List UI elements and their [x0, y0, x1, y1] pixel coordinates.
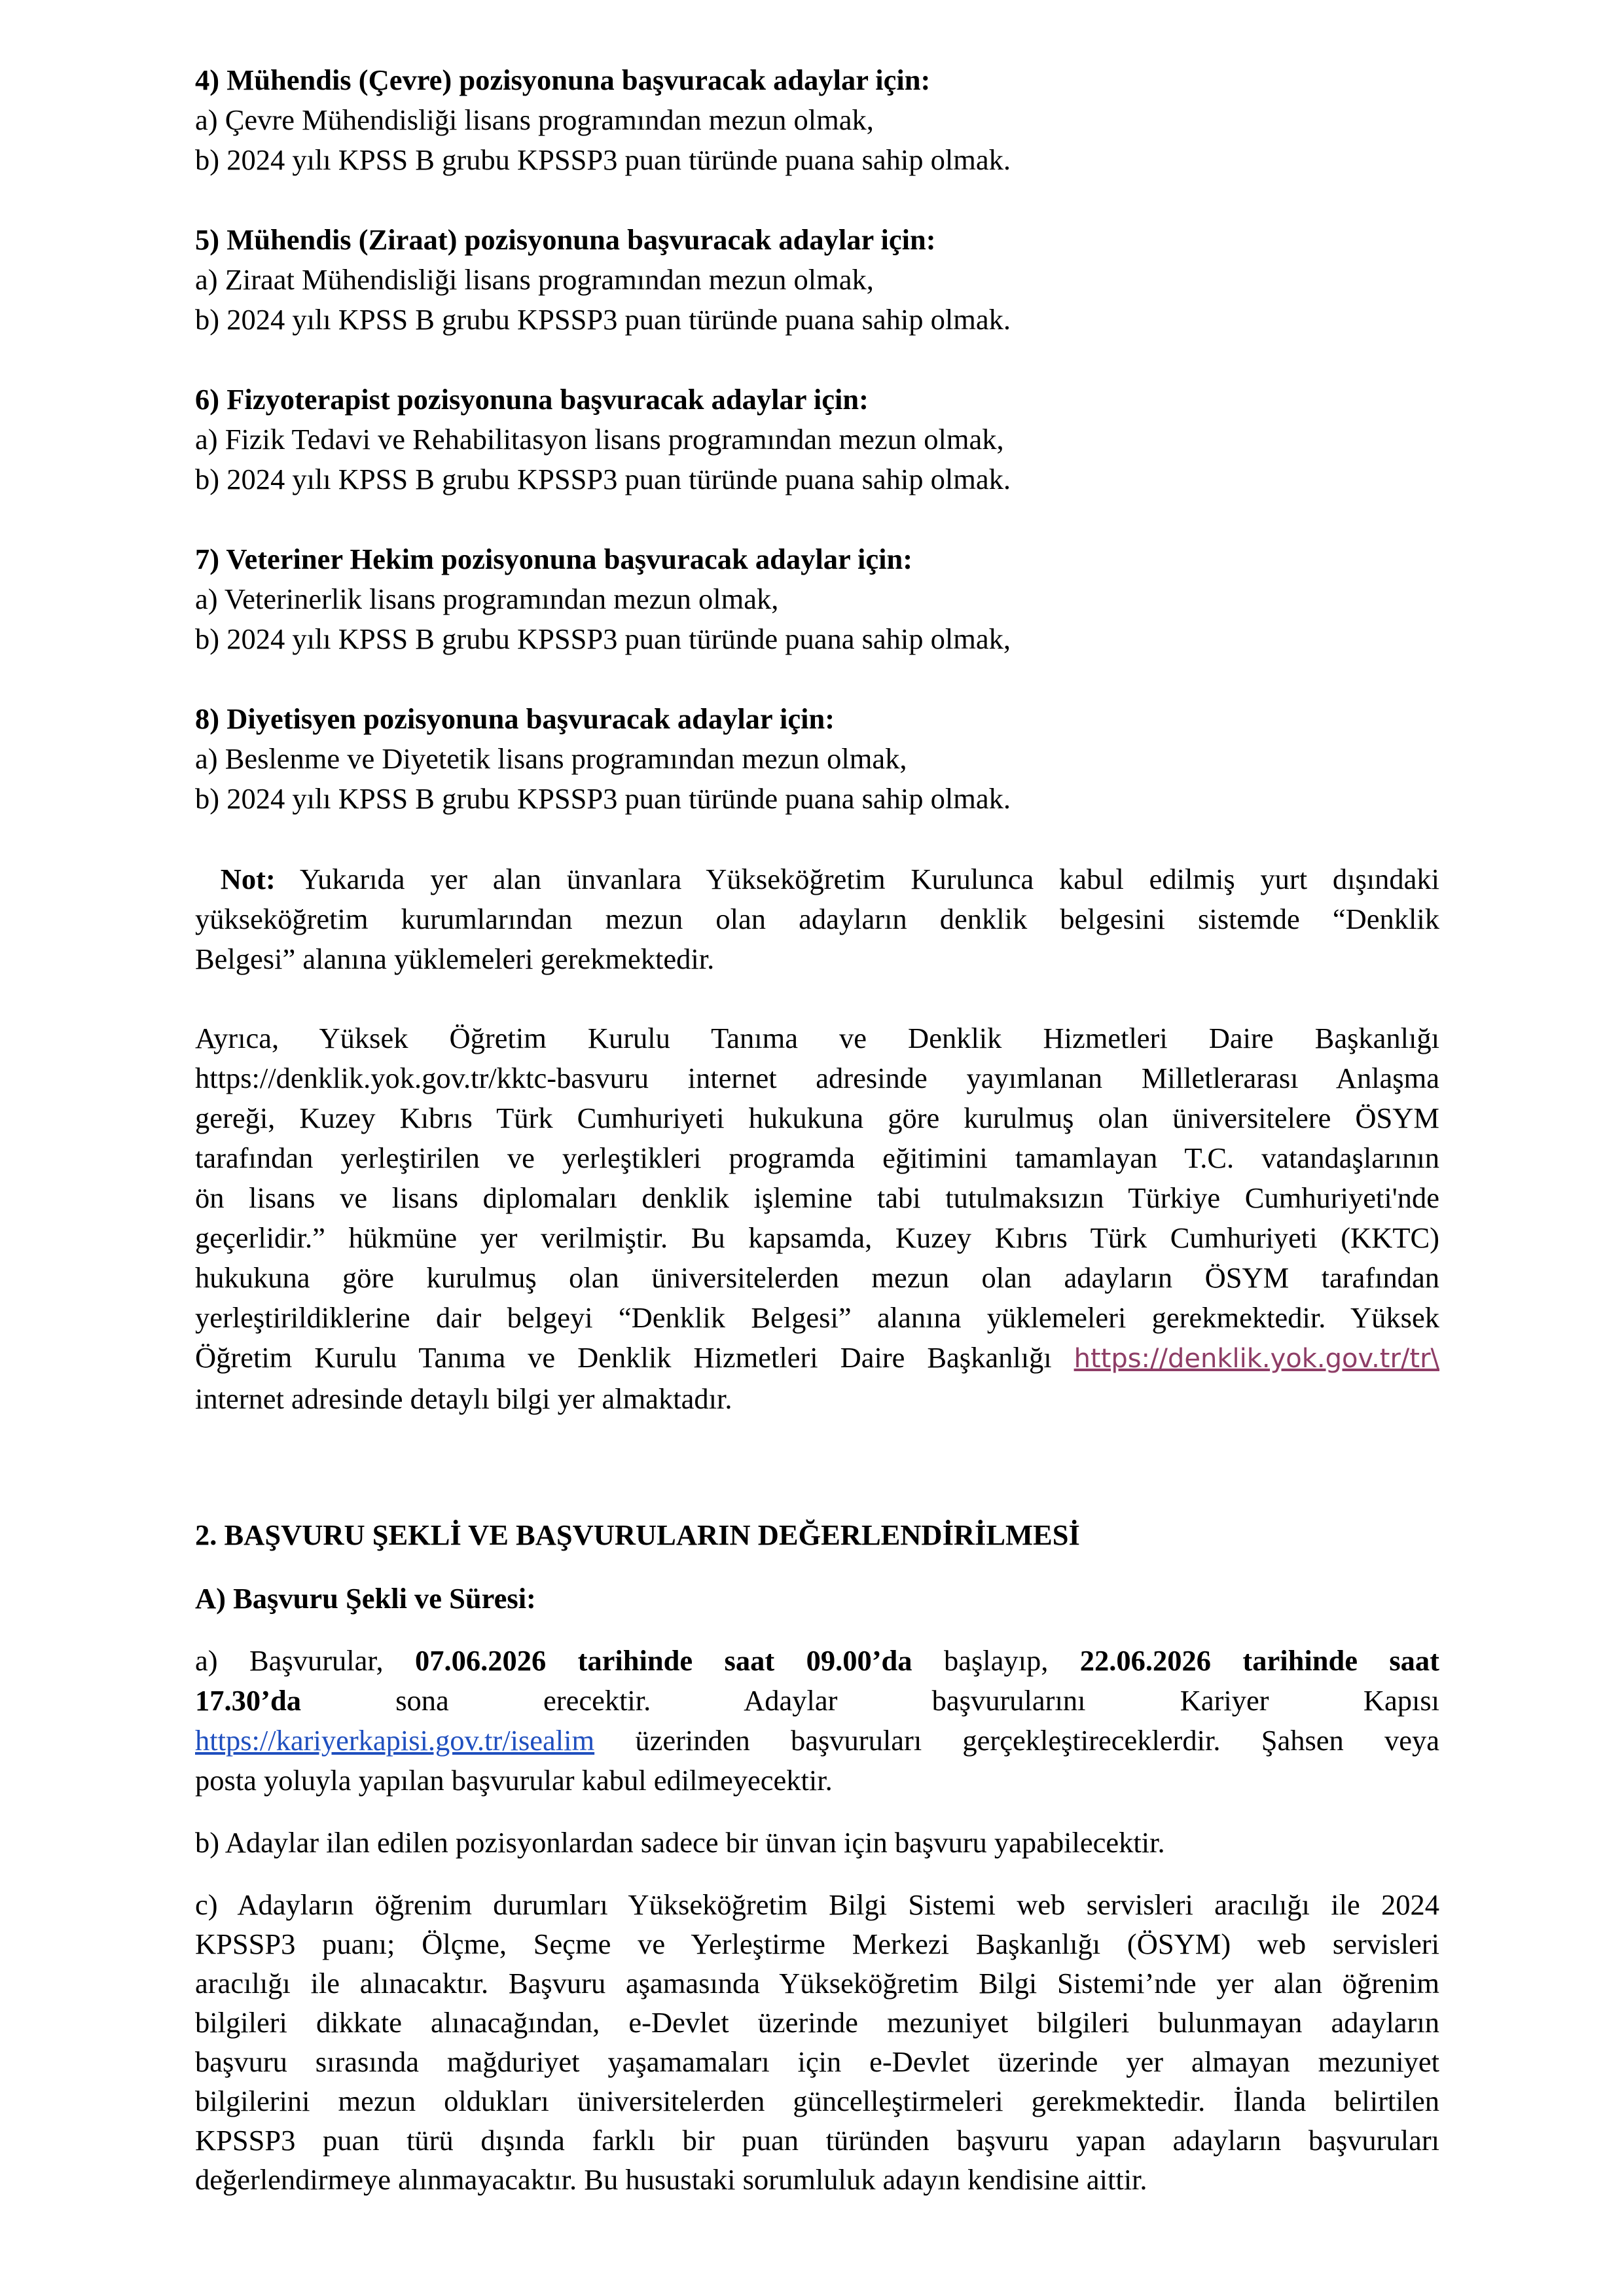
para-a-line-2	[195, 1681, 1439, 1721]
requirement-heading: 6) Fizyoterapist pozisyonuna başvuracak adaylar için:	[195, 383, 869, 416]
section-2-title: 2. BAŞVURU ŞEKLİ VE BAŞVURULARIN DEĞERLENDİRİLMESİ	[195, 1518, 1080, 1551]
requirement-line: a) Ziraat Mühendisliği lisans programından mezun olmak,	[195, 263, 874, 296]
para-a	[195, 1641, 1439, 1801]
para-a-line-4: posta yoluyla yapılan başvurular kabul edilmeyecektir.	[195, 1764, 833, 1797]
requirement-line: b) 2024 yılı KPSS B grubu KPSSP3 puan türünde puana sahip olmak.	[195, 463, 1011, 495]
requirement-line: a) Veterinerlik lisans programından mezun olmak,	[195, 583, 779, 615]
requirement-heading: 4) Mühendis (Çevre) pozisyonuna başvuracak adaylar için:	[195, 63, 931, 96]
para-a-word: Adaylar	[744, 1684, 838, 1717]
kktc-line: hukukuna göre kurulmuş olan üniversitelerden mezun olan adayların ÖSYM tarafından	[195, 1261, 1439, 1294]
kktc-line: gereği, Kuzey Kıbrıs Türk Cumhuriyeti hukukuna göre kurulmuş olan üniversitelere ÖSYM	[195, 1102, 1439, 1134]
end-time: 17.30’da	[195, 1684, 301, 1717]
kktc-line: geçerlidir.” hükmüne yer verilmiştir. Bu kapsamda, Kuzey Kıbrıs Türk Cumhuriyeti (KKTC)	[195, 1221, 1439, 1254]
requirement-block-engineer-agriculture	[195, 220, 1439, 340]
note-label: Not:	[220, 863, 276, 895]
section-2a-subtitle: A) Başvuru Şekli ve Süresi:	[195, 1582, 536, 1615]
requirement-line: b) 2024 yılı KPSS B grubu KPSSP3 puan türünde puana sahip olmak,	[195, 622, 1011, 655]
para-c-line: KPSSP3 puan türü dışında farklı bir puan türünden başvuru yapan adayların başvuruları	[195, 2124, 1439, 2157]
requirement-block-dietitian	[195, 699, 1439, 819]
para-b: b) Adaylar ilan edilen pozisyonlardan sadece bir ünvan için başvuru yapabilecektir.	[195, 1826, 1165, 1859]
para-c-line: c) Adayların öğrenim durumları Yükseköğretim Bilgi Sistemi web servisleri aracılığı ile 2024	[195, 1888, 1439, 1921]
kktc-line: ön lisans ve lisans diplomaları denklik işlemine tabi tutulmaksızın Türkiye Cumhuriyeti'nde	[195, 1181, 1439, 1214]
para-a-text: üzerinden başvuruları gerçekleştireceklerdir. Şahsen veya	[594, 1724, 1439, 1757]
para-c-last-line: değerlendirmeye alınmayacaktır. Bu husustaki sorumluluk adayın kendisine aittir.	[195, 2163, 1147, 2196]
kktc-paragraph	[195, 1018, 1439, 1419]
requirement-line: a) Beslenme ve Diyetetik lisans programından mezun olmak,	[195, 742, 907, 775]
kktc-line-with-link	[195, 1338, 1439, 1379]
para-a-line-3	[195, 1721, 1439, 1761]
kktc-line: yerleştirildiklerine dair belgeyi “Denklik Belgesi” alanına yüklemeleri gerekmektedir. Yüksek	[195, 1301, 1439, 1334]
position-requirements	[195, 60, 1439, 819]
para-a-line-1	[195, 1641, 1439, 1681]
para-a-text: başlayıp,	[912, 1644, 1080, 1677]
kariyerkapisi-link[interactable]: https://kariyerkapisi.gov.tr/isealim	[195, 1724, 595, 1757]
requirement-line: a) Fizik Tedavi ve Rehabilitasyon lisans programından mezun olmak,	[195, 423, 1004, 456]
para-a-word: sona	[395, 1684, 449, 1717]
para-c	[195, 1885, 1439, 2199]
para-c-line: aracılığı ile alınacaktır. Başvuru aşamasında Yükseköğretim Bilgi Sistemi’nde yer alan öğrenim	[195, 1967, 1439, 2000]
denklik-link[interactable]: https://denklik.yok.gov.tr/tr\	[1074, 1344, 1439, 1374]
para-c-line: bilgilerini mezun oldukları üniversitelerden güncelleştirmeleri gerekmektedir. İlanda belirtilen	[195, 2085, 1439, 2117]
note-line-3: Belgesi” alanına yüklemeleri gerekmektedir.	[195, 942, 715, 975]
requirement-heading: 7) Veteriner Hekim pozisyonuna başvuracak adaylar için:	[195, 543, 913, 575]
requirement-block-engineer-environment	[195, 60, 1439, 180]
para-a-word: Kariyer	[1180, 1684, 1269, 1717]
kktc-line-prefix: Öğretim Kurulu Tanıma ve Denklik Hizmetleri Daire Başkanlığı	[195, 1341, 1074, 1374]
para-c-line: KPSSP3 puanı; Ölçme, Seçme ve Yerleştirme Merkezi Başkanlığı (ÖSYM) web servisleri	[195, 1928, 1439, 1960]
kktc-final-line: internet adresinde detaylı bilgi yer almaktadır.	[195, 1382, 732, 1415]
end-date: 22.06.2026 tarihinde saat	[1079, 1644, 1439, 1677]
para-a-word: Kapısı	[1363, 1684, 1439, 1717]
requirement-line: b) 2024 yılı KPSS B grubu KPSSP3 puan türünde puana sahip olmak.	[195, 143, 1011, 176]
para-a-word: erecektir.	[543, 1684, 651, 1717]
kktc-line: https://denklik.yok.gov.tr/kktc-basvuru internet adresinde yayımlanan Milletlerarası Anlaşma	[195, 1062, 1439, 1094]
requirement-heading: 5) Mühendis (Ziraat) pozisyonuna başvuracak adaylar için:	[195, 223, 936, 256]
requirement-heading: 8) Diyetisyen pozisyonuna başvuracak adaylar için:	[195, 702, 835, 735]
note-paragraph	[195, 859, 1439, 979]
kktc-line: tarafından yerleştirilen ve yerleştikleri programda eğitimini tamamlayan T.C. vatandaşlarının	[195, 1141, 1439, 1174]
requirement-line: b) 2024 yılı KPSS B grubu KPSSP3 puan türünde puana sahip olmak.	[195, 303, 1011, 336]
requirement-block-physiotherapist	[195, 380, 1439, 499]
para-c-line: başvuru sırasında mağduriyet yaşamamaları için e-Devlet üzerinde yer almayan mezuniyet	[195, 2045, 1439, 2078]
kktc-line: Ayrıca, Yüksek Öğretim Kurulu Tanıma ve Denklik Hizmetleri Daire Başkanlığı	[195, 1022, 1439, 1054]
para-c-line: bilgileri dikkate alınacağından, e-Devlet üzerinde mezuniyet bilgileri bulunmayan adayların	[195, 2006, 1439, 2039]
para-a-word: başvurularını	[931, 1684, 1086, 1717]
requirement-line: b) 2024 yılı KPSS B grubu KPSSP3 puan türünde puana sahip olmak.	[195, 782, 1011, 815]
note-line-1	[195, 859, 1439, 899]
note-text: Yukarıda yer alan ünvanlara Yükseköğretim Kurulunca kabul edilmiş yurt dışındaki	[275, 863, 1440, 895]
note-line-2: yükseköğretim kurumlarından mezun olan adayların denklik belgesini sistemde “Denklik	[195, 903, 1439, 935]
para-a-text: a) Başvurular,	[195, 1644, 415, 1677]
requirement-line: a) Çevre Mühendisliği lisans programından mezun olmak,	[195, 103, 874, 136]
requirement-block-veterinarian	[195, 539, 1439, 659]
start-date: 07.06.2026 tarihinde saat 09.00’da	[414, 1644, 912, 1677]
